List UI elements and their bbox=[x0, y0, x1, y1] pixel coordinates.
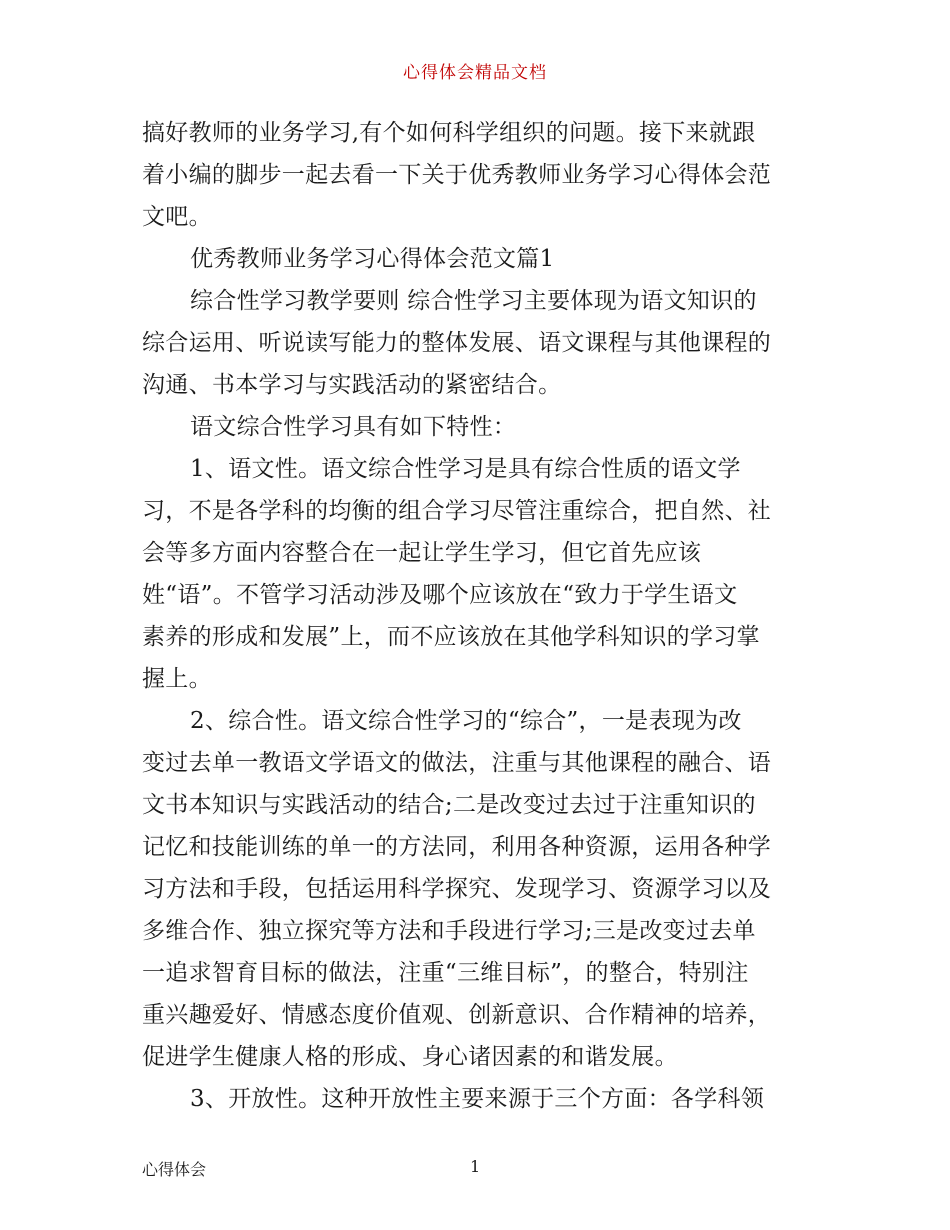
text-line: 素养的形成和发展”上，而不应该放在其他学科知识的学习掌 bbox=[142, 624, 760, 650]
text-line: 语文综合性学习具有如下特性： bbox=[190, 414, 517, 440]
text-line: 优秀教师业务学习心得体会范文篇1 bbox=[190, 246, 555, 272]
text-line: 搞好教师的业务学习,有个如何科学组织的问题。接下来就跟 bbox=[142, 120, 756, 146]
text-line: 多维合作、独立探究等方法和手段进行学习;三是改变过去单 bbox=[142, 918, 756, 944]
text-line: 握上。 bbox=[142, 666, 212, 692]
text-line: 着小编的脚步一起去看一下关于优秀教师业务学习心得体会范 bbox=[142, 162, 772, 188]
footer-label: 心得体会 bbox=[142, 1160, 207, 1179]
text-line: 综合性学习教学要则 综合性学习主要体现为语文知识的 bbox=[190, 288, 757, 314]
text-line: 姓“语”。不管学习活动涉及哪个应该放在“致力于学生语文 bbox=[142, 582, 738, 608]
text-line: 文吧。 bbox=[142, 204, 212, 230]
text-line: 2、综合性。语文综合性学习的“综合”，一是表现为改 bbox=[190, 708, 742, 734]
text-line: 3、开放性。这种开放性主要来源于三个方面：各学科领 bbox=[190, 1086, 765, 1112]
text-line: 促进学生健康人格的形成、身心诸因素的和谐发展。 bbox=[142, 1044, 678, 1070]
text-line: 重兴趣爱好、情感态度价值观、创新意识、合作精神的培养， bbox=[142, 1002, 772, 1028]
page-number: 1 bbox=[470, 1157, 481, 1176]
text-line: 会等多方面内容整合在一起让学生学习，但它首先应该 bbox=[142, 540, 702, 566]
text-line: 综合运用、听说读写能力的整体发展、语文课程与其他课程的 bbox=[142, 330, 772, 356]
text-line: 文书本知识与实践活动的结合;二是改变过去过于注重知识的 bbox=[142, 792, 756, 818]
text-line: 一追求智育目标的做法，注重“三维目标”，的整合，特别注 bbox=[142, 960, 749, 986]
text-line: 1、语文性。语文综合性学习是具有综合性质的语文学 bbox=[190, 456, 741, 482]
document-header: 心得体会精品文档 bbox=[403, 63, 547, 83]
text-line: 习方法和手段，包括运用科学探究、发现学习、资源学习以及 bbox=[142, 876, 772, 902]
text-line: 习，不是各学科的均衡的组合学习尽管注重综合，把自然、社 bbox=[142, 498, 772, 524]
text-line: 沟通、书本学习与实践活动的紧密结合。 bbox=[142, 372, 562, 398]
document-body bbox=[142, 112, 812, 1120]
text-line: 变过去单一教语文学语文的做法，注重与其他课程的融合、语 bbox=[142, 750, 772, 776]
text-line: 记忆和技能训练的单一的方法同，利用各种资源，运用各种学 bbox=[142, 834, 772, 860]
